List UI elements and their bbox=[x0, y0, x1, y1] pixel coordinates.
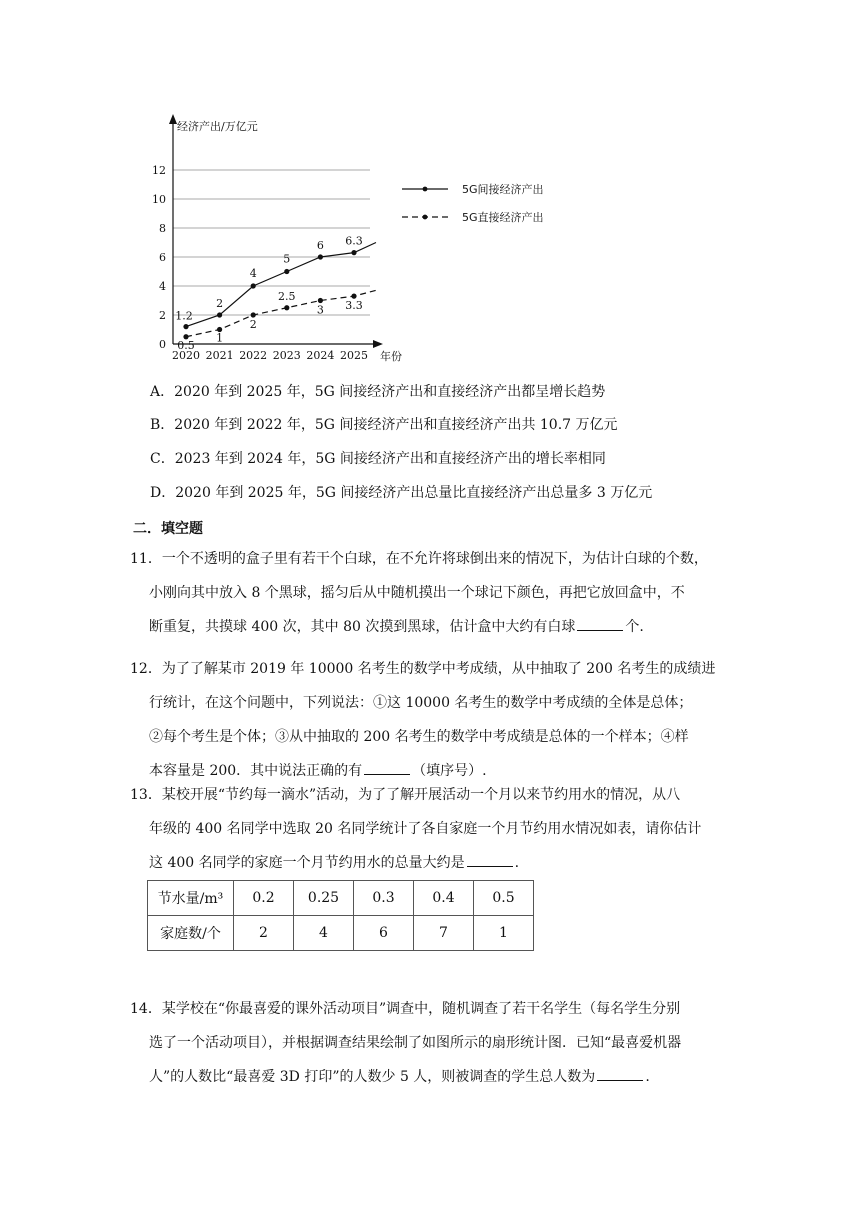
data-point bbox=[251, 312, 256, 317]
y-tick-label: 6 bbox=[159, 251, 166, 264]
data-point bbox=[318, 254, 323, 259]
y-tick-label: 4 bbox=[159, 280, 166, 293]
y-tick-label: 12 bbox=[152, 164, 166, 177]
data-label: 5 bbox=[283, 252, 291, 266]
question-text: 人”的人数比“最喜爱 3D 打印”的人数少 5 人，则被调查的学生总人数为 bbox=[149, 1069, 596, 1085]
legend-item-indirect bbox=[402, 182, 544, 196]
question-text: 这 400 名同学的家庭一个月节约用水的总量大约是 bbox=[149, 855, 465, 871]
y-tick-labels bbox=[152, 164, 166, 351]
data-point bbox=[251, 283, 256, 288]
option-a bbox=[150, 382, 605, 402]
table-cell: 7 bbox=[414, 916, 474, 951]
section-title: 二．填空题 bbox=[133, 521, 203, 537]
grid-lines bbox=[173, 170, 370, 315]
data-label: 3.3 bbox=[345, 299, 363, 313]
x-tick-label: 2024 bbox=[306, 349, 335, 362]
option-letter: A． bbox=[150, 384, 175, 400]
question-11 bbox=[130, 542, 730, 644]
question-14 bbox=[130, 992, 730, 1094]
question-number: 13． bbox=[130, 787, 162, 803]
table-cell: 2 bbox=[234, 916, 294, 951]
data-point bbox=[183, 324, 188, 329]
table-cell: 6 bbox=[354, 916, 414, 951]
question-text: 小刚向其中放入 8 个黑球，摇匀后从中随机摸出一个球记下颜色，再把它放回盒中，不 bbox=[149, 585, 685, 601]
x-tick-labels bbox=[172, 349, 368, 362]
data-label: 1 bbox=[216, 331, 224, 345]
data-point bbox=[351, 250, 356, 255]
option-text: 2020 年到 2025 年，5G 间接经济产出总量比直接经济产出总量多 3 万亿元 bbox=[175, 485, 653, 501]
table-cell: 0.5 bbox=[474, 881, 534, 916]
question-number: 11． bbox=[130, 551, 162, 567]
table-row bbox=[148, 881, 534, 916]
table-header-cell: 家庭数/个 bbox=[148, 916, 234, 951]
option-text: 2023 年到 2024 年，5G 间接经济产出和直接经济产出的增长率相同 bbox=[174, 451, 606, 467]
question-number: 12． bbox=[130, 661, 162, 677]
y-tick-label: 8 bbox=[159, 222, 166, 235]
data-label: 6 bbox=[316, 239, 324, 252]
line-chart bbox=[140, 110, 570, 370]
question-text: 为了了解某市 2019 年 10000 名考生的数学中考成绩，从中抽取了 200 名考生的成绩进 bbox=[161, 661, 716, 677]
table-cell: 0.3 bbox=[354, 881, 414, 916]
legend bbox=[402, 182, 544, 224]
question-text: . bbox=[645, 1069, 650, 1085]
option-c bbox=[150, 449, 606, 469]
data-label: 2 bbox=[216, 297, 224, 310]
data-label: 0.5 bbox=[177, 338, 195, 352]
data-point bbox=[318, 298, 323, 303]
legend-label-indirect: 5G间接经济产出 bbox=[462, 183, 544, 196]
option-letter: B． bbox=[150, 417, 175, 433]
table-cell: 0.25 bbox=[294, 881, 354, 916]
option-b bbox=[150, 415, 618, 435]
x-tick-label: 2020 bbox=[172, 349, 200, 362]
table-row bbox=[148, 916, 534, 951]
question-text: 本容量是 200．其中说法正确的有 bbox=[149, 763, 363, 779]
table-cell: 0.2 bbox=[234, 881, 294, 916]
data-label: 2.5 bbox=[278, 289, 296, 303]
x-tick-label: 2022 bbox=[239, 349, 268, 362]
x-axis-label: 年份 bbox=[380, 350, 402, 363]
x-tick-label: 2025 bbox=[340, 349, 368, 362]
table-cell: 0.4 bbox=[414, 881, 474, 916]
data-label: 1.2 bbox=[175, 309, 193, 323]
data-point bbox=[284, 305, 289, 310]
question-number: 14． bbox=[130, 1001, 162, 1017]
question-text: 一个不透明的盒子里有若干个白球，在不允许将球倒出来的情况下，为估计白球的个数， bbox=[161, 551, 708, 567]
question-text: 某校开展“节约每一滴水”活动，为了了解开展活动一个月以来节约用水的情况，从八 bbox=[161, 787, 681, 803]
data-label: 2 bbox=[249, 318, 257, 331]
series-line-indirect bbox=[186, 243, 376, 327]
water-saving-table bbox=[147, 880, 534, 951]
question-text: 年级的 400 名同学中选取 20 名同学统计了各自家庭一个月节约用水情况如表，请你估计 bbox=[149, 821, 702, 837]
data-labels bbox=[175, 235, 363, 352]
legend-label-direct: 5G直接经济产出 bbox=[462, 211, 544, 224]
y-tick-label: 0 bbox=[159, 338, 166, 351]
table-cell: 1 bbox=[474, 916, 534, 951]
data-point bbox=[217, 312, 222, 317]
data-label: 6.3 bbox=[345, 234, 363, 248]
axes bbox=[169, 114, 383, 348]
question-text: 某学校在“你最喜爱的课外活动项目”调查中，随机调查了若干名学生（每名学生分别 bbox=[161, 1001, 681, 1017]
y-axis-label: 经济产出/万亿元 bbox=[177, 120, 258, 133]
data-point bbox=[284, 269, 289, 274]
option-text: 2020 年到 2025 年，5G 间接经济产出和直接经济产出都呈增长趋势 bbox=[174, 384, 606, 400]
legend-item-direct bbox=[402, 210, 544, 224]
answer-blank[interactable] bbox=[577, 616, 623, 631]
y-tick-label: 10 bbox=[152, 193, 166, 206]
y-tick-label: 2 bbox=[159, 309, 166, 322]
question-text: 个. bbox=[625, 619, 644, 635]
option-letter: C． bbox=[150, 451, 175, 467]
question-text: 选了一个活动项目），并根据调查结果绘制了如图所示的扇形统计图．已知“最喜爱机器 bbox=[149, 1035, 682, 1051]
question-12 bbox=[130, 652, 730, 788]
question-text: 断重复，共摸球 400 次，其中 80 次摸到黑球，估计盒中大约有白球 bbox=[149, 619, 576, 635]
data-label: 4 bbox=[249, 267, 257, 280]
table-cell: 4 bbox=[294, 916, 354, 951]
question-text: . bbox=[514, 855, 520, 871]
data-point bbox=[351, 294, 356, 299]
answer-blank[interactable] bbox=[467, 852, 513, 867]
question-13 bbox=[130, 778, 730, 880]
option-letter: D． bbox=[150, 485, 176, 501]
question-text: （填序号）. bbox=[412, 763, 487, 779]
question-text: ②每个考生是个体；③从中抽取的 200 名考生的数学中考成绩是总体的一个样本；④样 bbox=[149, 729, 689, 745]
question-text: 行统计，在这个问题中，下列说法：①这 10000 名考生的数学中考成绩的全体是总体； bbox=[149, 695, 693, 711]
x-tick-label: 2023 bbox=[272, 349, 301, 362]
option-d bbox=[150, 483, 652, 503]
answer-blank[interactable] bbox=[597, 1066, 643, 1081]
table-header-cell: 节水量/m³ bbox=[148, 881, 234, 916]
answer-blank[interactable] bbox=[364, 760, 410, 775]
x-tick-label: 2021 bbox=[205, 349, 234, 362]
data-label: 3 bbox=[316, 303, 324, 317]
option-text: 2020 年到 2022 年，5G 间接经济产出和直接经济产出共 10.7 万亿元 bbox=[174, 417, 618, 433]
